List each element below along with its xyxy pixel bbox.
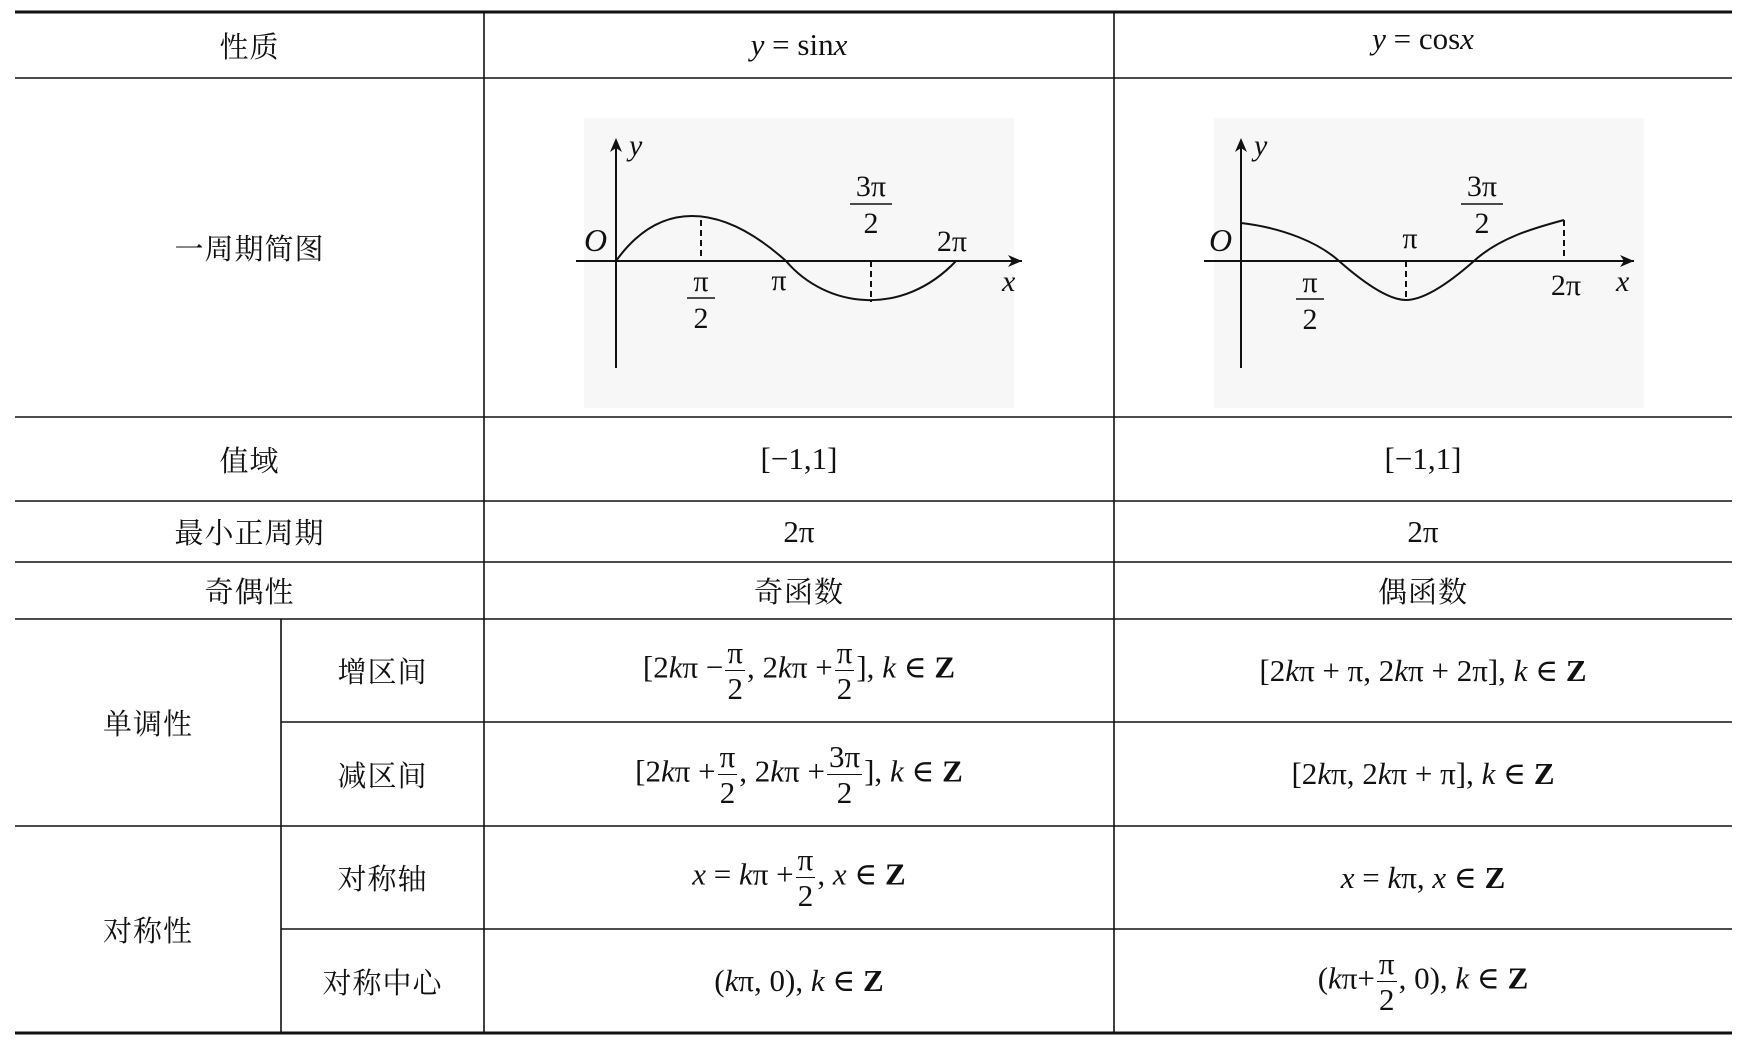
x-axis-label: x (1002, 265, 1016, 298)
tick-pi-over-2-den: 2 (1302, 303, 1318, 336)
increasing-cos: [2kπ + π, 2kπ + 2π], k ∈ Z (1259, 652, 1587, 688)
period-cos: 2π (1407, 513, 1439, 549)
increasing-label: 增区间 (337, 655, 428, 689)
cos-graph (1114, 78, 1732, 417)
parity-sin: 奇函数 (753, 575, 844, 609)
increasing-sin: [2kπ − $\frac{\pi}{2}$ , 2kπ + $\frac{\pi}{2}$ ], k ∈ Z (642, 635, 956, 706)
tick-3pi-over-2-num: 3π (1466, 170, 1498, 203)
parity-cos: 偶函数 (1377, 575, 1468, 609)
tick-pi-over-2-den: 2 (693, 302, 709, 335)
tick-3pi-over-2-den: 2 (863, 207, 879, 240)
tick-3pi-over-2-num: 3π (855, 170, 887, 203)
decreasing-sin: [2kπ + $\frac{\pi}{2}$ , 2kπ + $\frac{3\pi}{2}$ ], k ∈ Z (635, 738, 963, 810)
y-axis-label: y (629, 129, 643, 162)
monotonicity-label: 单调性 (102, 707, 193, 741)
range-cos: [−1,1] (1384, 441, 1462, 476)
tick-pi-over-2-num: π (693, 265, 709, 298)
tick-pi-over-2-num: π (1302, 266, 1318, 299)
y-axis-label: y (1254, 129, 1268, 162)
symmetry-label: 对称性 (102, 914, 193, 948)
symmetry-axis-label: 对称轴 (337, 862, 428, 896)
sin-graph (484, 78, 1114, 417)
range-label: 值域 (219, 443, 280, 478)
tick-pi: π (1402, 222, 1418, 255)
tick-pi: π (771, 264, 787, 297)
tick-2pi: 2π (1550, 269, 1582, 302)
period-label: 最小正周期 (174, 516, 325, 550)
range-sin: [−1,1] (760, 441, 838, 476)
header-sin: y = sinx (750, 27, 848, 62)
origin-label: O (584, 222, 608, 258)
tick-2pi: 2π (936, 225, 968, 258)
decreasing-label: 减区间 (337, 758, 428, 793)
tick-3pi-over-2-den: 2 (1474, 207, 1490, 240)
origin-label: O (1209, 222, 1233, 258)
symmetry-center-cos: (kπ+ $\frac{\pi}{2}$ , 0), k ∈ Z (1317, 945, 1529, 1017)
x-axis-label: x (1616, 265, 1630, 298)
period-sin: 2π (783, 513, 815, 549)
symmetry-center-sin: (kπ, 0), k ∈ Z (714, 963, 884, 998)
graph-row-label: 一周期简图 (174, 232, 325, 266)
parity-label: 奇偶性 (204, 575, 295, 609)
decreasing-cos: [2kπ, 2kπ + π], k ∈ Z (1291, 756, 1555, 791)
symmetry-axis-cos: x = kπ, x ∈ Z (1340, 859, 1506, 895)
symmetry-axis-sin: x = kπ + $\frac{\pi}{2}$ , x ∈ Z (692, 842, 906, 913)
header-property: 性质 (219, 29, 280, 64)
symmetry-center-label: 对称中心 (322, 965, 443, 1000)
header-cos: y = cosx (1372, 21, 1474, 56)
